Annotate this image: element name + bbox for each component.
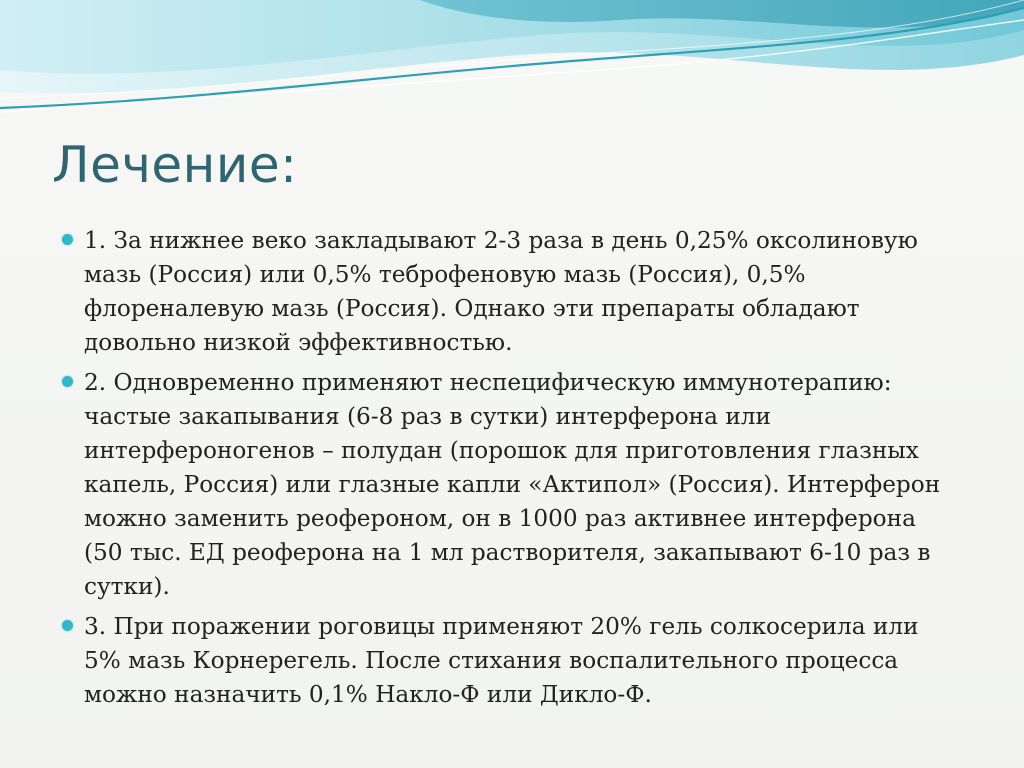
bullet-item-2 [62, 366, 967, 604]
bullet-item-3 [62, 610, 967, 712]
bullet-text: 3. При поражении роговицы применяют 20% гель солкосерила или 5% мазь Корнерегель. После стихания воспалительного процесса можно назначить 0,1% Накло-Ф или Дикло-Ф. [84, 613, 919, 708]
bullet-text: 1. За нижнее веко закладывают 2-3 раза в день 0,25% оксолиновую мазь (Россия) или 0,5% теброфеновую мазь (Россия), 0,5% флореналевую мазь (Россия). Однако эти препараты обладают довольно низкой эффективностью. [84, 227, 918, 356]
wave-header-decoration [0, 0, 1024, 130]
bullet-item-1 [62, 224, 967, 360]
slide-title: Лечение: [52, 136, 298, 194]
bullet-text: 2. Одновременно применяют неспецифическую иммунотерапию: частые закапывания (6-8 раз в сутки) интерферона или интерфероногенов – полудан (порошок для приготовления глазных капель, Россия) или глазные капли «Актипол» (Россия). Интерферон можно заменить реофероном, он в 1000 раз активнее интерферона (50 тыс. ЕД реоферона на 1 мл растворителя, закапывают 6-10 раз в сутки). [84, 369, 941, 600]
bullet-dot-icon [62, 620, 73, 631]
bullet-list [62, 224, 967, 718]
bullet-dot-icon [62, 234, 73, 245]
bullet-dot-icon [62, 376, 73, 387]
